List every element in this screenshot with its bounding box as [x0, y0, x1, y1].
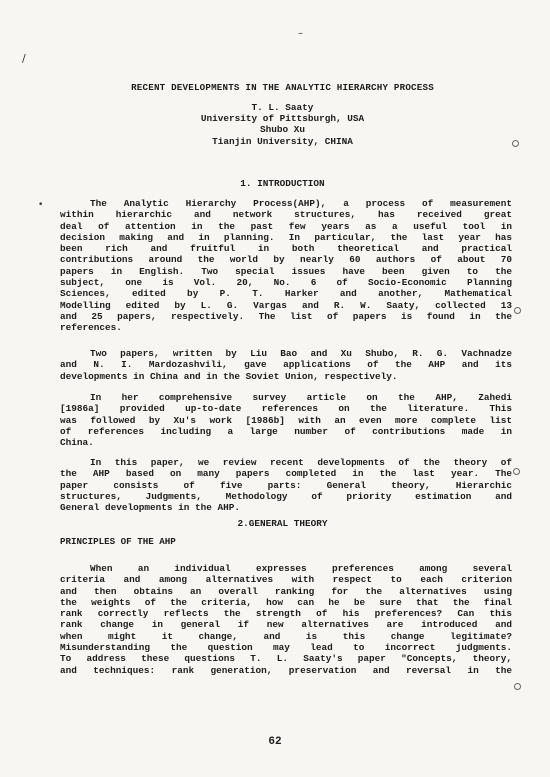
text-line: General developments in the AHP.: [60, 502, 241, 514]
punch-hole-icon: [514, 683, 521, 690]
text-line: To address these questions T. L. Saaty's paper "Concepts, theory,: [60, 653, 512, 665]
text-line: China.: [60, 437, 94, 449]
text-line: When an individual expresses preferences among several: [90, 563, 512, 574]
text-line: contributions around the world by nearly 60 authors of about 70: [60, 254, 512, 266]
text-line: [1986a] provided up-to-date references on the literature. This: [60, 403, 512, 415]
text-line: Misunderstanding the question may lead to incorrect judgments.: [60, 642, 512, 654]
text-line: deal of attention in the past few years as a useful tool in: [60, 220, 512, 232]
text-line: and N. I. Mardozashvili, gave applications of the AHP and its: [60, 359, 512, 371]
paper-title: RECENT DEVELOPMENTS IN THE ANALYTIC HIERARCHY PROCESS: [131, 82, 434, 93]
text-line: decision making and in planning. In particular, the last year has: [60, 231, 512, 243]
text-line: In this paper, we review recent developments of the theory of: [90, 457, 512, 468]
text-line: structures, Judgments, Methodology of priority estimation and: [60, 490, 512, 502]
text-line: the weights of the criteria, how can he be sure that the final: [60, 596, 512, 608]
scan-dot-mark: •: [38, 200, 44, 210]
punch-hole-icon: [514, 307, 521, 314]
section-heading: 1. INTRODUCTION: [240, 178, 325, 189]
text-line: been rich and fruitful in both theoretical and practical: [60, 243, 512, 255]
pen-stroke-mark: /: [22, 52, 26, 65]
page-number: 62: [268, 736, 282, 748]
text-line: papers in English. Two special issues have been given to the: [60, 265, 512, 277]
text-line: Sciences, edited by P. T. Harker and another, Mathematical: [60, 288, 512, 300]
subsection-heading: PRINCIPLES OF THE AHP: [60, 536, 176, 547]
text-line: and then obtains an overall ranking for the alternatives using: [60, 585, 512, 597]
text-line: rank change in general if new alternatives are introduced and: [60, 619, 512, 631]
author-name: Shubo Xu: [259, 124, 305, 135]
principles-paragraph: [60, 563, 512, 676]
text-line: was followed by Xu's work [1986b] with an even more complete list: [60, 414, 512, 426]
text-line: the AHP based on many papers completed in the last year. The: [60, 468, 512, 480]
punch-hole-icon: [513, 468, 520, 475]
intro-paragraph: [60, 457, 512, 513]
text-line: In her comprehensive survey article on the AHP, Zahedi: [90, 392, 512, 403]
text-line: references.: [60, 322, 122, 334]
text-line: within hierarchic and network structures, has received great: [60, 209, 512, 221]
intro-paragraph: [60, 348, 512, 382]
text-line: and 25 papers, respectively. The list of papers is found in the: [60, 310, 512, 322]
text-line: developments in China and in the Soviet Union, respectively.: [60, 370, 398, 382]
text-line: criteria and among alternatives with respect to each criterion: [60, 574, 512, 586]
text-line: paper consists of five parts: General theory, Hierarchic: [60, 479, 512, 491]
intro-paragraph: [60, 198, 512, 334]
text-line: when might it change, and is this change legitimate?: [60, 630, 512, 642]
text-line: Two papers, written by Liu Bao and Xu Shubo, R. G. Vachnadze: [90, 348, 512, 359]
scan-dash-mark: –: [298, 28, 303, 39]
punch-hole-icon: [512, 140, 519, 147]
section-heading: 2.GENERAL THEORY: [237, 518, 328, 529]
intro-paragraph: [60, 392, 512, 448]
text-line: rank correctly reflects the strength of his preferences? Can this: [60, 608, 512, 620]
text-line: The Analytic Hierarchy Process(AHP), a process of measurement: [90, 198, 512, 209]
text-line: subject, one is Vol. 20, No. 6 of Socio-Economic Planning: [60, 277, 512, 289]
author-affiliation: Tianjin University, CHINA: [212, 136, 353, 147]
author-name: T. L. Saaty: [251, 102, 314, 113]
text-line: and techniques: rank generation, preservation and reversal in the: [60, 664, 512, 676]
author-affiliation: University of Pittsburgh, USA: [200, 113, 365, 124]
text-line: Modelling edited by L. G. Vargas and R. W. Saaty, collected 13: [60, 299, 512, 311]
text-line: of references including a large number of contributions made in: [60, 425, 512, 437]
